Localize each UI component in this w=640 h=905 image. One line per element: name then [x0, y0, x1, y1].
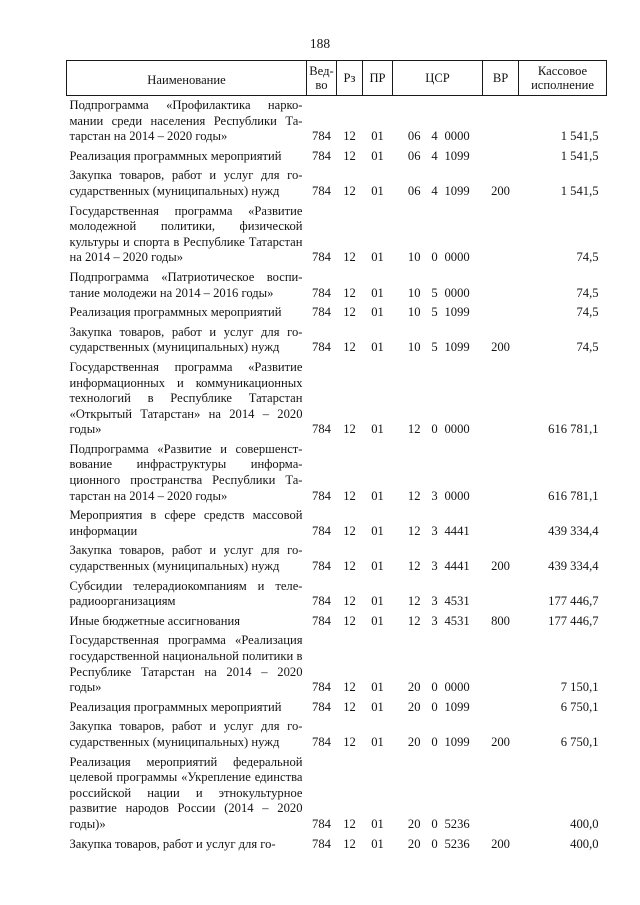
cell-csr1: 12 — [407, 422, 421, 437]
table-row — [67, 360, 607, 442]
header-name: Наименование — [67, 61, 307, 96]
cell-ved: 784 — [312, 699, 331, 714]
cell-rz: 12 — [343, 734, 356, 749]
cell-amount: 616 781,1 — [548, 422, 599, 437]
cell-csr2: 0 — [431, 422, 438, 437]
cell-csr1: 20 — [407, 699, 421, 714]
cell-csr2: 0 — [431, 699, 438, 714]
cell-pr: 01 — [371, 129, 384, 144]
cell-csr3: 4531 — [444, 613, 470, 628]
cell-ved: 784 — [312, 836, 331, 851]
cell-csr1: 12 — [407, 488, 421, 503]
cell-rz: 12 — [343, 613, 356, 628]
cell-name: Закупка товаров, работ и услуг для государственных (муниципальных) нужд — [69, 543, 303, 574]
cell-pr: 01 — [371, 250, 384, 265]
header-pr: ПР — [363, 61, 393, 96]
cell-csr1: 20 — [407, 816, 421, 831]
table-row — [67, 305, 607, 325]
cell-csr3: 0000 — [444, 488, 470, 503]
cell-amount: 400,0 — [570, 836, 599, 851]
cell-name: Закупка товаров, работ и услуг для государственных (муниципальных) нужд — [69, 168, 303, 198]
cell-rz: 12 — [343, 816, 356, 831]
table-row — [67, 204, 607, 270]
cell-rz: 12 — [343, 148, 356, 163]
cell-vr — [483, 633, 519, 699]
header-rz: Рз — [337, 61, 363, 96]
cell-vr — [483, 508, 519, 543]
cell-csr3: 1099 — [444, 699, 470, 714]
cell-rz: 12 — [343, 422, 356, 437]
cell-csr3: 4531 — [444, 594, 470, 609]
cell-csr3: 4441 — [444, 523, 470, 538]
cell-rz: 12 — [343, 523, 356, 538]
cell-ved: 784 — [312, 340, 331, 355]
cell-amount: 177 446,7 — [548, 613, 599, 628]
cell-csr3: 1099 — [444, 734, 470, 749]
cell-csr2: 4 — [431, 129, 438, 144]
table-row — [67, 700, 607, 720]
table-row — [67, 755, 607, 837]
cell-csr3: 1099 — [444, 305, 470, 320]
cell-csr1: 06 — [407, 183, 421, 198]
header-kass: Кассовое исполнение — [519, 61, 607, 96]
cell-vr: 200 — [491, 836, 510, 851]
table-row — [67, 442, 607, 508]
cell-amount: 6 750,1 — [560, 734, 599, 749]
cell-name: Подпрограмма «Патриотическое воспитание молодежи на 2014 – 2016 годы» — [69, 269, 303, 300]
cell-name: Закупка товаров, работ и услуг для государственных (муниципальных) нужд — [69, 719, 303, 749]
cell-csr3: 5236 — [444, 836, 470, 851]
cell-amount: 439 334,4 — [548, 523, 599, 538]
cell-amount: 439 334,4 — [548, 559, 599, 574]
table-row — [67, 270, 607, 305]
cell-vr — [483, 149, 519, 169]
cell-name: Реализация программных мероприятий — [69, 305, 282, 320]
cell-csr2: 0 — [431, 680, 438, 695]
cell-csr1: 12 — [407, 613, 421, 628]
cell-ved: 784 — [312, 680, 331, 695]
cell-rz: 12 — [343, 836, 356, 851]
cell-name: Государственная программа «Развитие информационных и коммуникационных технологий в Республике Татарстан «Открытый Татарстан» на 2014 – 2020 годы» — [69, 359, 303, 437]
cell-ved: 784 — [312, 148, 331, 163]
cell-csr1: 06 — [407, 148, 421, 163]
table-row — [67, 579, 607, 614]
cell-vr: 200 — [491, 559, 510, 574]
cell-amount: 616 781,1 — [548, 488, 599, 503]
cell-name: Иные бюджетные ассигнования — [69, 613, 241, 628]
cell-ved: 784 — [312, 523, 331, 538]
cell-vr: 200 — [491, 734, 510, 749]
cell-csr3: 0000 — [444, 285, 470, 300]
table-row — [67, 168, 607, 203]
cell-vr: 200 — [491, 183, 510, 198]
cell-amount: 1 541,5 — [560, 183, 599, 198]
cell-pr: 01 — [371, 183, 384, 198]
cell-rz: 12 — [343, 699, 356, 714]
cell-ved: 784 — [312, 422, 331, 437]
cell-rz: 12 — [343, 250, 356, 265]
cell-vr — [483, 700, 519, 720]
cell-csr3: 5236 — [444, 816, 470, 831]
cell-vr — [483, 305, 519, 325]
cell-rz: 12 — [343, 129, 356, 144]
cell-csr1: 10 — [407, 250, 421, 265]
cell-pr: 01 — [371, 734, 384, 749]
cell-csr3: 4441 — [444, 559, 470, 574]
cell-csr1: 10 — [407, 285, 421, 300]
cell-ved: 784 — [312, 488, 331, 503]
cell-ved: 784 — [312, 129, 331, 144]
cell-csr3: 0000 — [444, 680, 470, 695]
cell-pr: 01 — [371, 285, 384, 300]
cell-rz: 12 — [343, 594, 356, 609]
cell-name: Мероприятия в сфере средств массовой информации — [69, 508, 303, 538]
cell-csr1: 12 — [407, 523, 421, 538]
cell-csr2: 3 — [431, 613, 438, 628]
cell-vr: 200 — [491, 340, 510, 355]
cell-ved: 784 — [312, 734, 331, 749]
cell-csr2: 0 — [431, 734, 438, 749]
header-ved: Вед-во — [307, 61, 337, 96]
cell-ved: 784 — [312, 183, 331, 198]
cell-vr — [483, 96, 519, 149]
cell-name: Подпрограмма «Развитие и совершенствование инфраструктуры информационного пространства Республики Татарстан на 2014 – 2020 годы» — [69, 441, 303, 503]
cell-pr: 01 — [371, 836, 384, 851]
cell-name: Реализация программных мероприятий — [69, 699, 282, 714]
table-row — [67, 719, 607, 754]
cell-pr: 01 — [371, 699, 384, 714]
budget-table — [66, 60, 607, 856]
cell-vr — [483, 442, 519, 508]
cell-csr2: 3 — [431, 488, 438, 503]
cell-pr: 01 — [371, 488, 384, 503]
page-number: 188 — [309, 36, 331, 51]
cell-name: Государственная программа «Развитие молодежной политики, физической культуры и спорта в Республике Татарстан на 2014 – 2020 годы» — [69, 203, 303, 265]
cell-amount: 6 750,1 — [560, 699, 599, 714]
cell-csr2: 0 — [431, 836, 438, 851]
cell-name: Реализация мероприятий федеральной целевой программы «Укрепление единства российской нации и этнокультурное развитие народов России (2014 – 2020 годы)» — [69, 754, 303, 831]
cell-vr — [483, 579, 519, 614]
cell-ved: 784 — [312, 559, 331, 574]
cell-rz: 12 — [343, 183, 356, 198]
cell-ved: 784 — [312, 613, 331, 628]
cell-amount: 177 446,7 — [548, 594, 599, 609]
cell-pr: 01 — [371, 594, 384, 609]
cell-csr1: 10 — [407, 340, 421, 355]
cell-csr1: 20 — [407, 836, 421, 851]
cell-amount: 1 541,5 — [560, 129, 599, 144]
header-csr: ЦСР — [393, 61, 483, 96]
cell-pr: 01 — [371, 148, 384, 163]
cell-amount: 7 150,1 — [560, 680, 599, 695]
cell-csr2: 0 — [431, 250, 438, 265]
cell-csr1: 20 — [407, 680, 421, 695]
cell-csr2: 3 — [431, 523, 438, 538]
cell-csr2: 4 — [431, 183, 438, 198]
table-row — [67, 633, 607, 699]
cell-ved: 784 — [312, 250, 331, 265]
cell-csr2: 5 — [431, 305, 438, 320]
table-body — [67, 96, 607, 857]
cell-csr3: 1099 — [444, 148, 470, 163]
cell-name: Субсидии телерадиокомпаниям и телерадиоорганизациям — [69, 578, 303, 609]
cell-csr2: 5 — [431, 285, 438, 300]
table-row — [67, 325, 607, 360]
cell-csr2: 3 — [431, 594, 438, 609]
cell-pr: 01 — [371, 816, 384, 831]
table-header — [67, 61, 607, 96]
cell-rz: 12 — [343, 488, 356, 503]
table-row — [67, 543, 607, 578]
cell-csr1: 06 — [407, 129, 421, 144]
table-row — [67, 837, 607, 857]
cell-rz: 12 — [343, 680, 356, 695]
cell-ved: 784 — [312, 594, 331, 609]
cell-pr: 01 — [371, 680, 384, 695]
cell-csr2: 5 — [431, 340, 438, 355]
header-vr: ВР — [483, 61, 519, 96]
cell-vr — [483, 755, 519, 837]
cell-csr3: 1099 — [444, 340, 470, 355]
cell-pr: 01 — [371, 422, 384, 437]
cell-name: Закупка товаров, работ и услуг для го- — [69, 836, 276, 851]
cell-amount: 1 541,5 — [560, 148, 599, 163]
cell-name: Государственная программа «Реализация государственной национальной политики в Республике Татарстан на 2014 – 2020 годы» — [69, 633, 303, 695]
table-row — [67, 149, 607, 169]
cell-csr3: 1099 — [444, 183, 470, 198]
cell-vr: 800 — [491, 613, 510, 628]
cell-csr1: 20 — [407, 734, 421, 749]
header-row — [67, 61, 607, 96]
cell-ved: 784 — [312, 285, 331, 300]
cell-ved: 784 — [312, 816, 331, 831]
cell-pr: 01 — [371, 340, 384, 355]
cell-name: Подпрограмма «Профилактика наркомании среди населения Республики Татарстан на 2014 – 2020 годы» — [69, 98, 303, 144]
cell-csr3: 0000 — [444, 129, 470, 144]
cell-vr — [483, 204, 519, 270]
cell-amount: 74,5 — [576, 250, 599, 265]
cell-amount: 400,0 — [570, 816, 599, 831]
cell-rz: 12 — [343, 285, 356, 300]
cell-pr: 01 — [371, 305, 384, 320]
cell-csr2: 4 — [431, 148, 438, 163]
table-row — [67, 508, 607, 543]
cell-vr — [483, 360, 519, 442]
cell-pr: 01 — [371, 559, 384, 574]
cell-pr: 01 — [371, 523, 384, 538]
cell-name: Закупка товаров, работ и услуг для государственных (муниципальных) нужд — [69, 324, 303, 355]
cell-amount: 74,5 — [576, 305, 599, 320]
cell-amount: 74,5 — [576, 340, 599, 355]
cell-rz: 12 — [343, 340, 356, 355]
cell-csr3: 0000 — [444, 250, 470, 265]
cell-rz: 12 — [343, 305, 356, 320]
cell-rz: 12 — [343, 559, 356, 574]
table-row — [67, 96, 607, 149]
cell-name: Реализация программных мероприятий — [69, 148, 282, 163]
cell-csr1: 10 — [407, 305, 421, 320]
cell-amount: 74,5 — [576, 285, 599, 300]
cell-csr2: 3 — [431, 559, 438, 574]
cell-vr — [483, 270, 519, 305]
cell-csr2: 0 — [431, 816, 438, 831]
cell-csr1: 12 — [407, 594, 421, 609]
cell-ved: 784 — [312, 305, 331, 320]
cell-pr: 01 — [371, 613, 384, 628]
table-row — [67, 614, 607, 634]
cell-csr3: 0000 — [444, 422, 470, 437]
cell-csr1: 12 — [407, 559, 421, 574]
